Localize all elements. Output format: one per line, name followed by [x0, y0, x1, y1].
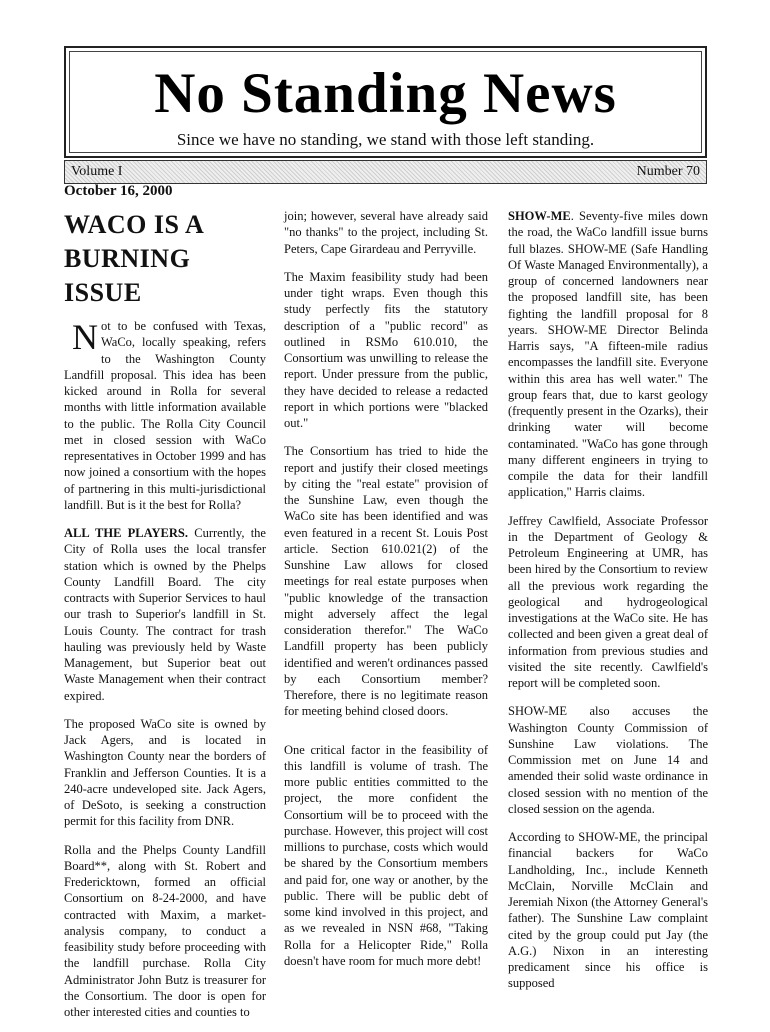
column-1 — [64, 208, 266, 1032]
paragraph-accuses: SHOW-ME also accuses the Washington County Commission of Sunshine Law violations. The Commission met on June 14 and amended their solid waste ordinance in closed session with no mention of the closed session on the agenda. — [508, 704, 708, 816]
section-lead-players: ALL THE PLAYERS. — [64, 526, 188, 540]
paragraph-cawlfield: Jeffrey Cawlfield, Associate Professor in the Department of Geology & Petroleum Engineering at UMR, has been hired by the Consortium to review all the previous work regarding the geological and hydrogeological investigations at the WaCo site. He has collected and been given a great deal of information from previous studies and visited the site recently. Cawlfield's report will be completed soon. — [508, 513, 708, 690]
volume-bar — [64, 160, 707, 184]
issue-number: Number 70 — [636, 164, 700, 179]
players-text: Currently, the City of Rolla uses the local transfer station which is owned by the Phelps County Landfill Board. The city contracts with Superior Services to haul our trash to Superior's landfill in St. Louis County. The contract for trash hauling was previously held by Waste Management, but Superior beat out Waste Management when their contract expired. — [64, 526, 266, 703]
paragraph-backers: According to SHOW-ME, the principal financial backers for WaCo Landholding, Inc., include Kenneth McClain, Norville McClain and Jeremiah Nixon (the Attorney General's father). The Sunshine Law complaint cited by the group could put Jay (the A.G.) Nixon in an interesting predicament since his office is supposed — [508, 830, 708, 991]
drop-cap: N — [72, 317, 98, 357]
paragraph-consortium: Rolla and the Phelps County Landfill Board**, along with St. Robert and Fredericktown, formed an official Consortium on 8-24-2000, and have contracted with Maxim, a market-analysis company, to conduct a feasibility study before proceeding with the landfill purchase. Rolla City Administrator John Butz is treasurer for the Consortium. The door is open for other interested cities and counties to — [64, 842, 266, 1019]
newsletter-title: No Standing News — [154, 62, 617, 125]
paragraph-sunshine: The Consortium has tried to hide the report and justify their closed meetings by citing the "real estate" provision of the Sunshine Law, even though the WaCo site has been identified and was even featured in a recent St. Louis Post article. Section 610.021(2) of the Sunshine Law allows for closed meetings for real estate purposes when "public knowledge of the transaction might adversely affect the legal consideration therefor." The WaCo Landfill property has been publicly identified and weren't ordinances passed by each Consortium member? Therefore, there is no legitimate reason for meeting behind closed doors. — [284, 444, 488, 719]
paragraph-join: join; however, several have already said "no thanks" to the project, including St. Peters, Cape Girardeau and Perryville. — [284, 209, 488, 256]
column-3 — [508, 208, 708, 1004]
volume-label: Volume I — [71, 164, 123, 179]
paragraph-intro — [64, 318, 266, 513]
paragraph-site: The proposed WaCo site is owned by Jack Agers, and is located in Washington County near the borders of Franklin and Jefferson Counties. It is a 240-acre undeveloped site. Jack Agers, of DeSoto, is seeking a construction permit for this facility from DNR. — [64, 716, 266, 829]
paragraph-showme — [508, 208, 708, 501]
intro-text: ot to be confused with Texas, WaCo, locally speaking, refers to the Washington County Landfill proposal. This idea has been kicked around in Rolla for several months with little information available to the public. The Rolla City Council met in closed session with WaCo representatives in October 1999 and has now joined a consortium with the hopes of partnering in this multi-jurisdictional landfill. But is it the best for Rolla? — [64, 319, 266, 512]
masthead — [64, 46, 707, 158]
paragraph-maxim: The Maxim feasibility study had been under tight wraps. Even though this study perfectly fits the statutory description of a "public record" as outlined in RSMo 610.010, the Consortium was unwilling to release the report. Under pressure from the public, they have decided to release a redacted report in which portions were "blacked out." — [284, 269, 488, 430]
column-2 — [284, 208, 488, 981]
section-lead-showme: SHOW-ME — [508, 209, 571, 223]
paragraph-players — [64, 525, 266, 704]
issue-date: October 16, 2000 — [64, 183, 173, 199]
article-headline: WACO IS A BURNING ISSUE — [64, 210, 203, 307]
paragraph-volume: One critical factor in the feasibility of this landfill is volume of trash. The more public entities committed to the project, the more confident the Consortium will be to proceed with the purchase. However, this project will cost millions to purchase, costs which would be shared by the Consortium members and paid for, one way or another, by the public. There will be public debt of some kind involved in this project, and as we revealed in NSN #68, "Taking Rolla for a Helicopter Ride," Rolla doesn't have room for much more debt! — [284, 742, 488, 968]
showme-text: . Seventy-five miles down the road, the WaCo landfill issue burns full blazes. SHOW-ME (Safe Handling Of Waste Managed Environmentally), a group of concerned landowners near the proposed landfill site, has been fighting the landfill proposal for 8 years. SHOW-ME Director Belinda Harris says, "A fifteen-mile radius encompasses the landfill site. Everyone within this area has well water." The group fears that, due to karst geology (frequently present in the Ozarks), their drinking water will become contaminated. "WaCo has gone through many different engineers in trying to compile the data for their landfill application," Harris claims. — [508, 209, 708, 500]
newsletter-tagline: Since we have no standing, we stand with those left standing. — [176, 130, 595, 149]
